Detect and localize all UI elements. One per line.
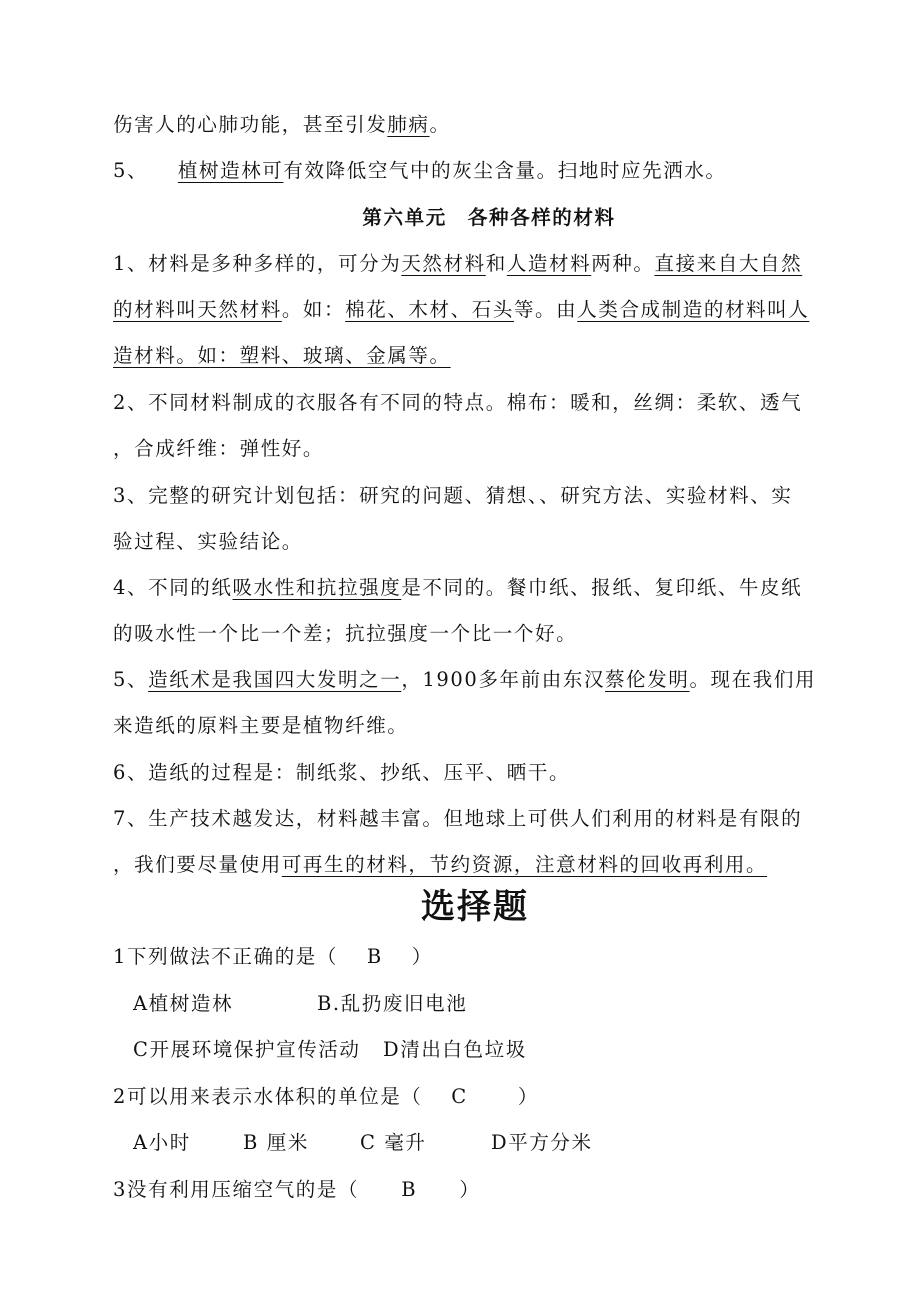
item-1-line-2 xyxy=(113,295,809,325)
continuation-line-2 xyxy=(113,156,727,186)
text-segment: 。如： xyxy=(281,298,346,321)
item-7-line-1: 7、生产技术越发达，材料越丰富。但地球上可供人们利用的材料是有限的 xyxy=(113,807,803,830)
question-2-option-c: C 毫升 xyxy=(360,1131,427,1154)
text-segment: ，我们要尽量使用 xyxy=(113,853,282,876)
text-segment: 等。由 xyxy=(513,298,578,321)
question-3-stem: 3没有利用压缩空气的是（ B ） xyxy=(113,1178,481,1201)
question-2-option-a: A小时 xyxy=(133,1131,191,1154)
question-1-option-b: B.乱扔废旧电池 xyxy=(317,992,468,1015)
text-segment: 。现在我们用 xyxy=(689,668,817,691)
underlined-term: 直接来自大自然 xyxy=(654,252,803,275)
text-segment: 伤害人的心肺功能，甚至引发 xyxy=(113,113,388,136)
question-1-stem: 1下列做法不正确的是（ B ） xyxy=(113,945,433,968)
underlined-term: 棉花、木材、石头 xyxy=(345,298,514,321)
item-2-line-2: ，合成纤维：弹性好。 xyxy=(113,437,325,460)
text-segment: 是不同的。餐巾纸、报纸、复印纸、牛皮纸 xyxy=(401,576,803,599)
question-1-option-c: C开展环境保护宣传活动 xyxy=(133,1038,361,1061)
underlined-term: 可再生的材料，节约资源，注意材料的回收再利用。 xyxy=(281,853,768,876)
underlined-term: 人类合成制造的材料叫人 xyxy=(577,298,810,321)
underlined-term: 造材料。如：塑料、玻璃、金属等。 xyxy=(113,344,451,367)
item-5-line-2: 来造纸的原料主要是植物纤维。 xyxy=(113,714,409,737)
text-segment: 两种。 xyxy=(591,252,655,275)
underlined-term: 人造材料 xyxy=(506,252,592,275)
text-segment: 和 xyxy=(485,252,507,275)
item-number: 5、 xyxy=(113,159,156,182)
underlined-term: 植树造林可 xyxy=(177,159,284,182)
item-3-line-2: 验过程、实验结论。 xyxy=(113,530,303,553)
item-4-line-2: 的吸水性一个比一个差；抗拉强度一个比一个好。 xyxy=(113,622,578,645)
underlined-term: 造纸术是我国四大发明之一 xyxy=(148,668,402,691)
item-1-line-3 xyxy=(113,341,451,371)
question-2-stem: 2可以用来表示水体积的单位是（ C ） xyxy=(113,1085,539,1108)
item-5-line-1 xyxy=(113,665,816,695)
question-2-option-d: D平方分米 xyxy=(491,1131,593,1154)
question-1-option-d: D清出白色垃圾 xyxy=(383,1038,527,1061)
text-segment: 4、不同的纸 xyxy=(113,576,233,599)
text-segment: 5、 xyxy=(113,668,149,691)
underlined-term: 天然材料 xyxy=(401,252,486,275)
text-segment: 1、材料是多种多样的，可分为 xyxy=(113,252,402,275)
item-2-line-1: 2、不同材料制成的衣服各有不同的特点。棉布：暖和，丝绸：柔软、透气 xyxy=(113,391,803,414)
unit-heading: 第六单元 各种各样的材料 xyxy=(362,206,616,229)
item-4-line-1 xyxy=(113,573,802,603)
text-segment: 有效降低空气中的灰尘含量。扫地时应先洒水。 xyxy=(283,159,727,182)
underlined-term: 蔡伦发明 xyxy=(605,668,690,691)
underlined-term: 肺病 xyxy=(387,113,430,136)
item-3-line-1: 3、完整的研究计划包括：研究的问题、猜想、、研究方法、实验材料、实 xyxy=(113,484,793,507)
continuation-line-1 xyxy=(113,110,451,140)
item-1-line-1 xyxy=(113,249,802,279)
underlined-term: 的材料叫天然材料 xyxy=(113,298,282,321)
item-6-line-1: 6、造纸的过程是：制纸浆、抄纸、压平、晒干。 xyxy=(113,761,571,784)
text-segment: 。 xyxy=(429,113,451,136)
item-7-line-2 xyxy=(113,850,767,880)
quiz-heading: 选择题 xyxy=(421,887,529,927)
question-1-option-a: A植树造林 xyxy=(133,992,234,1015)
question-2-option-b: B 厘米 xyxy=(243,1131,309,1154)
underlined-term: 吸水性和抗拉强度 xyxy=(232,576,402,599)
text-segment: ，1900多年前由东汉 xyxy=(401,668,606,691)
